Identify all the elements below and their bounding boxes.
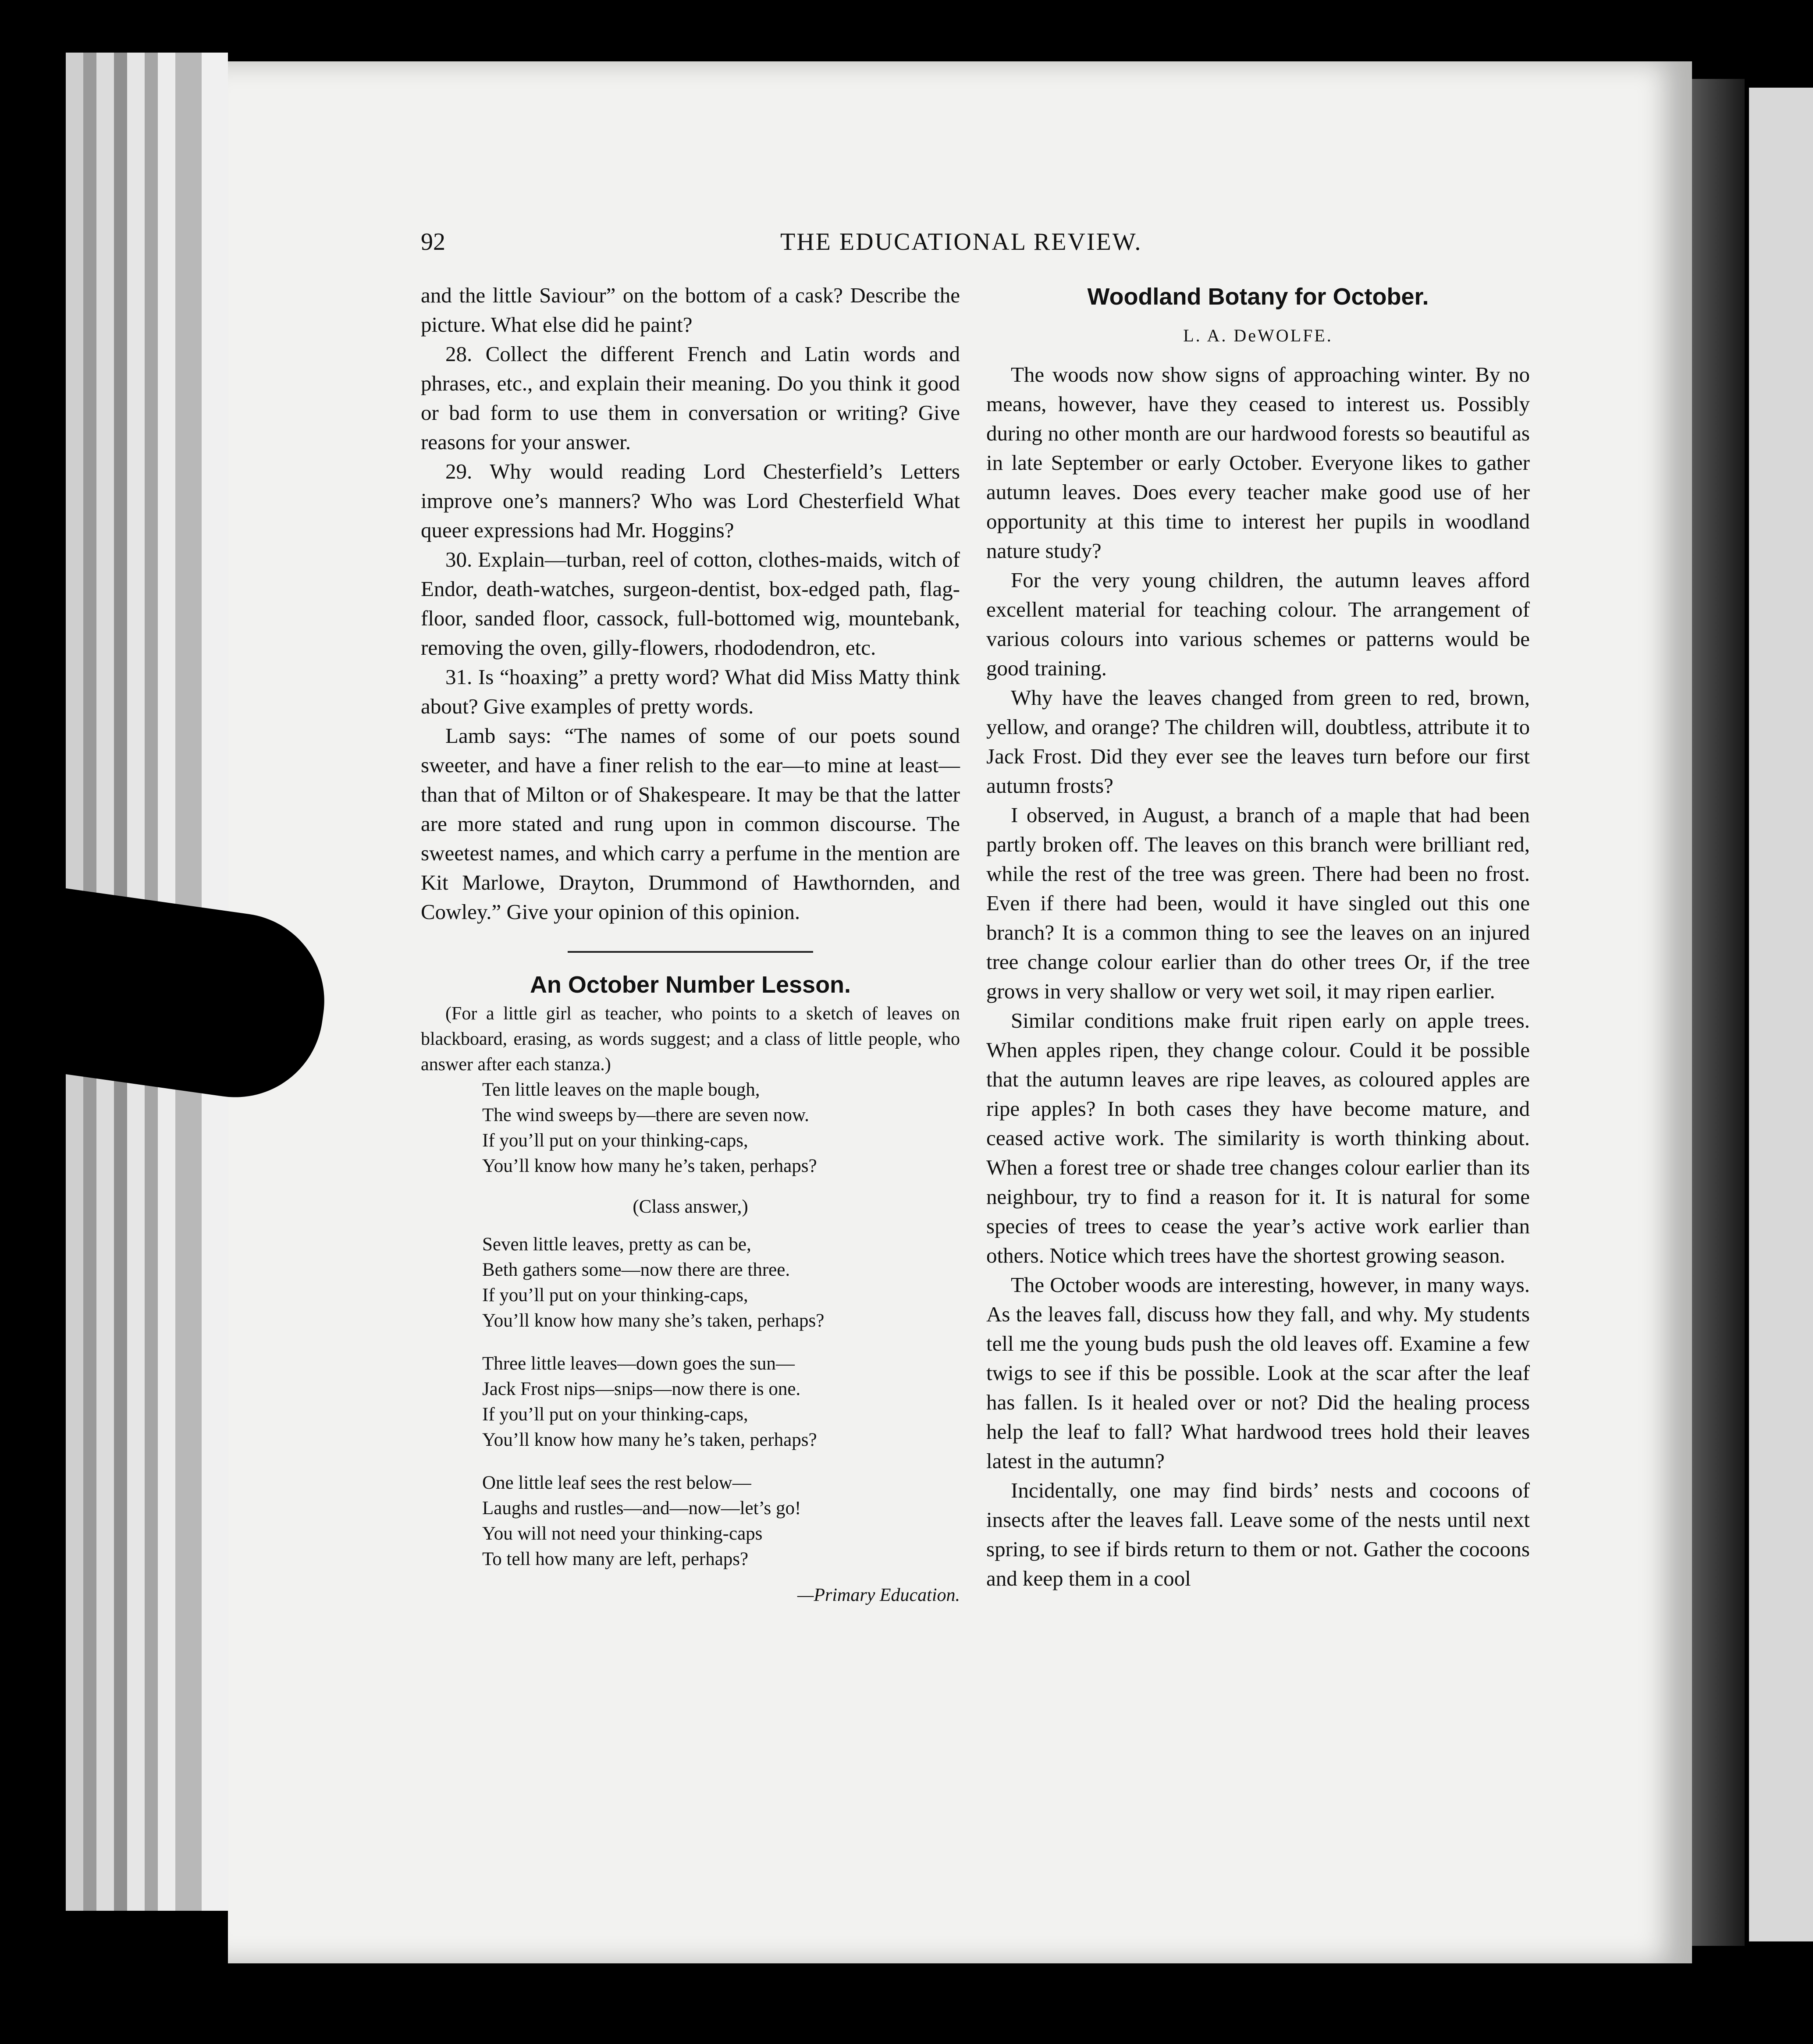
left-column [421,280,960,1610]
source-credit: —Primary Education. [797,1585,960,1605]
poem-line: You’ll know how many he’s taken, perhaps? [482,1430,817,1450]
poem-line: You’ll know how many she’s taken, perhaps? [482,1310,825,1331]
paragraph: The woods now show signs of approaching winter. By no means, however, have they ceased to interest us. Possibly during no other month are our hardwood forests so beautiful as in late September or early October. Everyone likes to gather autumn leaves. Does every teacher make good use of her opportunity at this time to interest her pupils in woodland nature study? [986,362,1530,563]
article-title: Woodland Botany for October. [1087,284,1429,310]
poem-line: You’ll know how many he’s taken, perhaps? [482,1156,817,1176]
poem-stanza [482,1232,960,1334]
paragraph: Incidentally, one may find birds’ nests and cocoons of insects after the leaves fall. Leave some of the nests until next spring, to see if birds return to them or not. Gather the cocoons and keep them in a cool [986,1478,1530,1590]
poem-line: You will not need your thinking-caps [482,1523,763,1544]
page-number: 92 [421,228,445,256]
poem-line: If you’ll put on your thinking-caps, [482,1285,748,1306]
poem-line: To tell how many are left, perhaps? [482,1549,749,1569]
poem-line: If you’ll put on your thinking-caps, [482,1404,748,1425]
poem-stanza [482,1351,960,1453]
poem-stanza [482,1077,960,1179]
lamb-quote-paragraph: Lamb says: “The names of some of our poets sound sweeter, and have a finer relish to the ear—to mine at least—than that of Milton or of Shakespeare. It may be that the latter are more stated and rung upon in common discourse. The sweetest names, and which carry a perfume in the mention are Kit Marlowe, Drayton, Drummond of Hawthornden, and Cowley.” Give your opinion of this opinion. [421,724,960,924]
paragraph: and the little Saviour” on the bottom of a cask? Describe the picture. What else did he paint? [421,283,960,337]
poem-line: The wind sweeps by—there are seven now. [482,1105,809,1125]
poem-line: Beth gathers some—now there are three. [482,1260,790,1280]
right-column [986,280,1530,1593]
paragraph: I observed, in August, a branch of a maple that had been partly broken off. The leaves on this branch were brilliant red, while the rest of the tree was green. There had been no frost. Even if there had been, would it have singled out this one branch? It is a common thing to see the leaves on an injured tree change colour earlier than do other trees Or, if the tree grows in very shallow or very wet soil, it may ripen earlier. [986,803,1530,1003]
article-byline: L. A. DeWOLFE. [1183,326,1333,345]
lesson-intro: (For a little girl as teacher, who points to a sketch of leaves on blackboard, erasing, as words suggest; and a class of little people, who answer after each stanza.) [421,1004,960,1075]
question-30: 30. Explain—turban, reel of cotton, clothes-maids, witch of Endor, death-watches, surgeon-dentist, box-edged path, flag-floor, sanded floor, cassock, full-bottomed wig, mountebank, removing the oven, gilly-flowers, rhododendron, etc. [421,547,960,660]
running-head: THE EDUCATIONAL REVIEW. [780,228,1142,256]
paragraph: Similar conditions make fruit ripen early on apple trees. When apples ripen, they change colour. Could it be possible that the autumn leaves are ripe leaves, as coloured apples are ripe apples? In both cases they have become mature, and ceased active work. The similarity is worth thinking about. When a forest tree or shade tree changes colour earlier than its neighbour, try to find a reason for it. It is natural for some species of trees to cease the year’s active work earlier than others. Notice which trees have the shortest growing season. [986,1008,1530,1267]
poem-line: Seven little leaves, pretty as can be, [482,1234,751,1255]
question-29: 29. Why would reading Lord Chesterfield’s Letters improve one’s manners? Who was Lord Chesterfield What queer expressions had Mr. Hoggins? [421,459,960,542]
class-answer-label: (Class answer,) [633,1196,748,1217]
lesson-title: An October Number Lesson. [530,972,851,998]
poem-line: Ten little leaves on the maple bough, [482,1079,760,1100]
poem-line: One little leaf sees the rest below— [482,1473,751,1493]
poem-line: Jack Frost nips—snips—now there is one. [482,1379,801,1399]
question-28: 28. Collect the different French and Latin words and phrases, etc., and explain their meaning. Do you think it good or bad form to use them in conversation or writing? Give reasons for your answer. [421,342,960,454]
paragraph: For the very young children, the autumn leaves afford excellent material for teaching colour. The arrangement of various colours into various schemes or patterns would be good training. [986,568,1530,680]
paragraph: The October woods are interesting, however, in many ways. As the leaves fall, discuss how they fall, and why. My students tell me the young buds push the old leaves off. Examine a few twigs to see if this be possible. Look at the scar after the leaf has fallen. Is it healed over or not? Did the healing process help the leaf to fall? What hardwood trees hold their leaves latest in the autumn? [986,1273,1530,1473]
facing-page-edge [1749,88,1813,1941]
section-divider [568,951,813,953]
poem-stanza [482,1470,960,1572]
paragraph: Why have the leaves changed from green to red, brown, yellow, and orange? The children will, doubtless, attribute it to Jack Frost. Did they ever see the leaves turn before our first autumn frosts? [986,685,1530,798]
poem-line: Laughs and rustles—and—now—let’s go! [482,1498,801,1519]
question-31: 31. Is “hoaxing” a pretty word? What did Miss Matty think about? Give examples of pretty words. [421,665,960,718]
poem-line: Three little leaves—down goes the sun— [482,1353,795,1374]
book-spine [1692,79,1745,1946]
poem-line: If you’ll put on your thinking-caps, [482,1130,748,1151]
page-header [421,228,1631,263]
